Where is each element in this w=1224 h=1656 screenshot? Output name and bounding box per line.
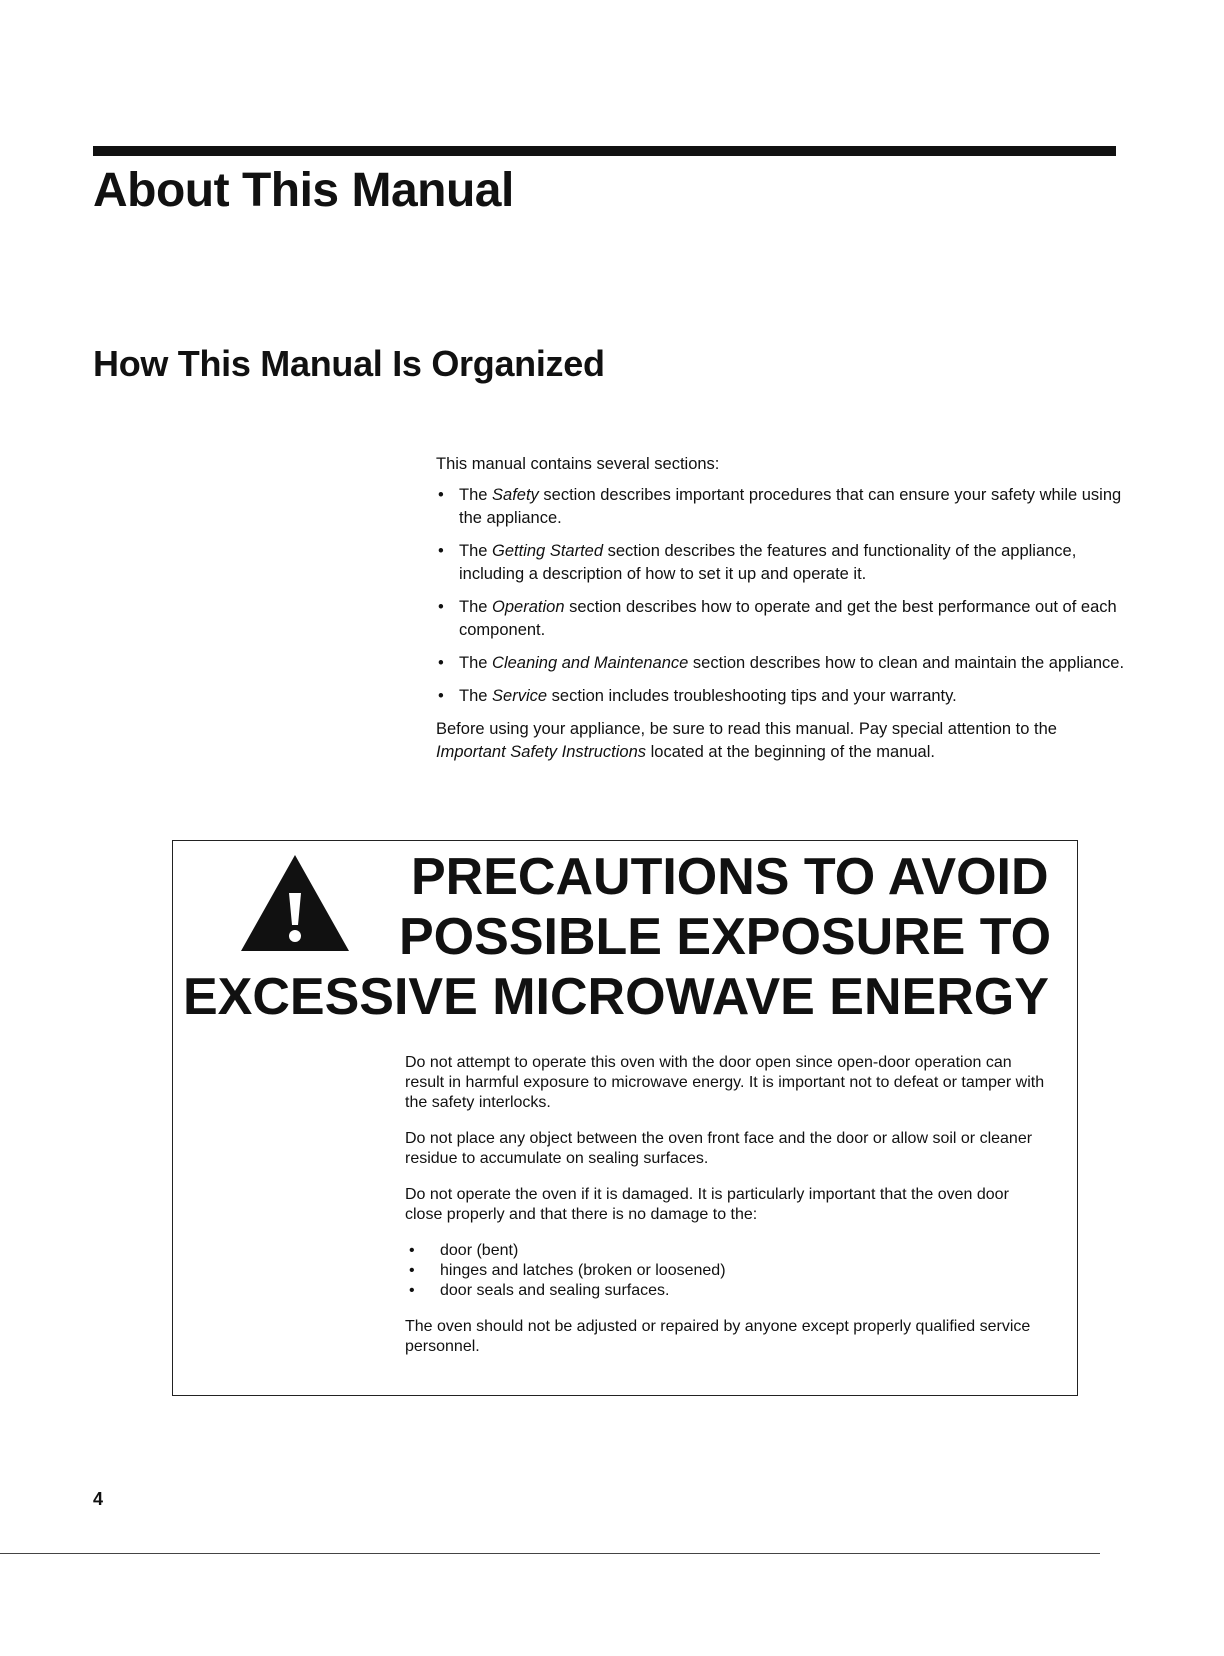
warning-paragraph: Do not attempt to operate this oven with the door open since open-door operation can result in harmful exposure to microwave energy. It is important not to defeat or tamper with the safety interlocks. xyxy=(405,1054,1045,1111)
page-title: About This Manual xyxy=(93,164,514,217)
section-name: Cleaning and Maintenance xyxy=(492,654,689,672)
warning-heading-line-2: POSSIBLE EXPOSURE TO xyxy=(399,908,1052,966)
section-list xyxy=(436,484,1126,708)
bullet: • xyxy=(438,687,444,705)
list-item: • door seals and sealing surfaces. xyxy=(409,1282,670,1299)
damage-list xyxy=(405,1241,1045,1301)
page-number: 4 xyxy=(93,1489,104,1509)
list-item: • The Operation section describes how to operate and get the best performance out of each component. xyxy=(438,598,1117,639)
list-item: • door (bent) xyxy=(409,1242,519,1259)
bullet: • xyxy=(438,598,444,616)
footer-rule xyxy=(0,1553,1100,1554)
list-item: • The Cleaning and Maintenance section describes how to clean and maintain the appliance. xyxy=(436,652,1126,675)
bullet: • xyxy=(409,1282,415,1299)
warning-paragraph: The oven should not be adjusted or repaired by anyone except properly qualified service personnel. xyxy=(405,1318,1031,1355)
bullet: • xyxy=(409,1242,415,1259)
warning-paragraph: Do not operate the oven if it is damaged. It is particularly important that the oven door close properly and that there is no damage to the: xyxy=(405,1186,1009,1223)
section-name: Safety xyxy=(492,486,539,504)
list-item: • The Safety section describes important procedures that can ensure your safety while using the appliance. xyxy=(438,486,1122,527)
section-name: Getting Started xyxy=(492,542,604,560)
warning-paragraph: Do not place any object between the oven front face and the door or allow soil or cleaner residue to accumulate on sealing surfaces. xyxy=(405,1130,1033,1167)
bullet: • xyxy=(409,1262,415,1279)
list-item: • The Service section includes troubleshooting tips and your warranty. xyxy=(436,685,1126,708)
intro-section xyxy=(436,453,1126,764)
bullet: • xyxy=(438,654,444,672)
section-name: Operation xyxy=(492,598,565,616)
section-title: How This Manual Is Organized xyxy=(93,343,605,384)
intro-closing: Before using your appliance, be sure to read this manual. Pay special attention to the Important Safety Instructions located at the beginning of the manual. xyxy=(436,720,1057,761)
section-name: Service xyxy=(492,687,548,705)
warning-triangle-icon xyxy=(239,853,351,953)
warning-box xyxy=(172,840,1078,1396)
warning-heading-line-1: PRECAUTIONS TO AVOID xyxy=(411,848,1049,906)
instructions-reference: Important Safety Instructions xyxy=(436,743,647,761)
warning-body xyxy=(405,1053,1045,1373)
warning-heading-line-3: EXCESSIVE MICROWAVE ENERGY xyxy=(183,968,1049,1026)
title-rule xyxy=(93,146,1116,156)
list-item: • The Getting Started section describes the features and functionality of the appliance, including a description of how to set it up and operate it. xyxy=(438,542,1077,583)
intro-lead: This manual contains several sections: xyxy=(436,455,720,473)
bullet: • xyxy=(438,542,444,560)
bullet: • xyxy=(438,486,444,504)
list-item: • hinges and latches (broken or loosened) xyxy=(409,1262,726,1279)
